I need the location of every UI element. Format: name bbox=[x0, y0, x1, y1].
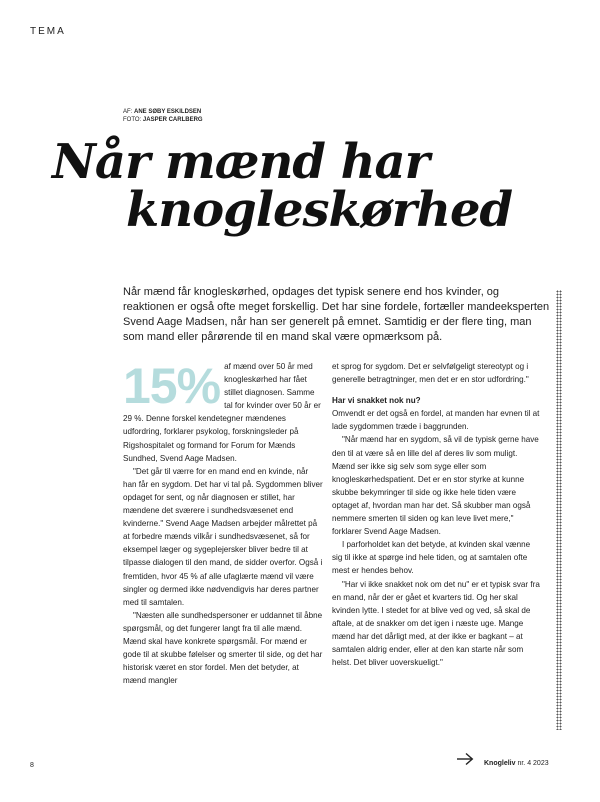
headline-line-1: Når mænd har bbox=[52, 134, 429, 190]
photographer-name: JASPER CARLBERG bbox=[142, 117, 203, 123]
column2-paragraph-4: I parforholdet kan det betyde, at kvinden skal vænne sig til ikke at spørge ind hele tiden, og at samtalen ofte mest er hendes behov. bbox=[332, 540, 531, 576]
issue-label: nr. 4 2023 bbox=[517, 760, 549, 767]
dotted-margin-line bbox=[556, 290, 562, 730]
footer-magazine bbox=[484, 760, 549, 767]
headline-line-2: knogleskørhed bbox=[126, 182, 513, 238]
author-name: ANE SØBY ESKILDSEN bbox=[134, 109, 202, 115]
article-column-1 bbox=[123, 360, 323, 687]
arrow-right-icon[interactable] bbox=[456, 752, 474, 766]
author-label: AF: bbox=[123, 109, 133, 115]
intro-paragraph: Når mænd får knogleskørhed, opdages det typisk senere end hos kvinder, og reaktionen er også ofte meget forskellig. Det har sine fordele, fortæller mandeeksperten Svend Aage Madsen, når han ser generelt på emnet. Samtidig er der flere ting, man som mand eller pårørende til en mand skal være opmærksom på. bbox=[123, 286, 550, 343]
headline bbox=[52, 134, 513, 238]
magazine-name: Knogleliv bbox=[484, 760, 516, 767]
column1-paragraph-3: "Næsten alle sundhedspersoner er uddannet til åbne spørgsmål, og det fungerer langt fra til alle mænd. Mænd skal have konkrete spørgsmål. For mænd er gode til at skubbe følelser og smerter til side, og det har historisk været en stor fordel. Men det betyder, at mænd mangler bbox=[123, 610, 323, 686]
column2-paragraph-5: "Har vi ikke snakket nok om det nu" er et typisk svar fra en mand, når der er gået et kvarters tid. Og her skal kvinden lytte. I stedet for at blive ved og ved, så skal de aftale, at de snakker om det igen i næste uge. Mange mænd har det dårligt med, at der ikke er bagkant – at samtalen aldrig ender, eller at den kan starte når som helst. Det bliver uoverskueligt." bbox=[332, 579, 540, 668]
column2-paragraph-1: et sprog for sygdom. Det er selvfølgeligt stereotypt og i generelle betragtninger, men det er en stor udfordring." bbox=[332, 362, 529, 385]
article-column-2 bbox=[332, 360, 542, 669]
section-label: TEMA bbox=[30, 26, 66, 37]
subheading: Har vi snakket nok nu? bbox=[332, 396, 421, 406]
photo-label: FOTO: bbox=[123, 117, 142, 123]
photo-credit bbox=[123, 116, 203, 124]
column2-paragraph-3: "Når mænd har en sygdom, så vil de typisk gerne have den til at være så en lille del af deres liv som muligt. Mænd ser ikke sig selv som syge eller som knogleskørhedspatient. Det er en stor styrke at kunne skubbe bekymringer til side og ikke hele tiden være optaget af, hvordan man har det. Så skubber man også nemmere smerten til siden og kan leve livet mere," forklarer Svend Aage Madsen. bbox=[332, 435, 539, 537]
column1-paragraph-2: "Det går til værre for en mand end en kvinde, når han får en sygdom. Det har vi tal på. Sygdommen bliver opdaget for sent, og når diagnosen er stillet, har mændene det sværere i sundhedsvæsenet end kvinderne." Svend Aage Madsen arbejder målrettet på at forbedre mænds vilkår i sundhedsvæsenet, så for eksempel læger og sygeplejersker bliver bedre til at tilpasse dialogen til den mand, de sidder overfor. Også i fremtiden, hvor 45 % af alle ufaglærte mænd vil være singler og dermed ikke nødvendigvis har deres partner med til samtalen. bbox=[123, 466, 323, 607]
column1-p1-text: af mænd over 50 år med knogleskørhed har fået stillet diagnosen. Samme tal for kvinder over 50 år er 29 %. Denne forskel kendetegner mændenes udfordring, forklarer psykolog, forskningsleder på Rigshospitalet og formand for Forum for Mænds Sundhed, Svend Aage Madsen. bbox=[123, 362, 321, 463]
column1-paragraph-1 bbox=[123, 360, 323, 465]
stat-value: 15% bbox=[123, 358, 221, 414]
page-number: 8 bbox=[30, 762, 34, 769]
credits bbox=[123, 108, 203, 124]
author-credit bbox=[123, 108, 203, 116]
column2-paragraph-2: Omvendt er det også en fordel, at manden har evnen til at lade sygdommen træde i baggrunden. bbox=[332, 409, 540, 432]
